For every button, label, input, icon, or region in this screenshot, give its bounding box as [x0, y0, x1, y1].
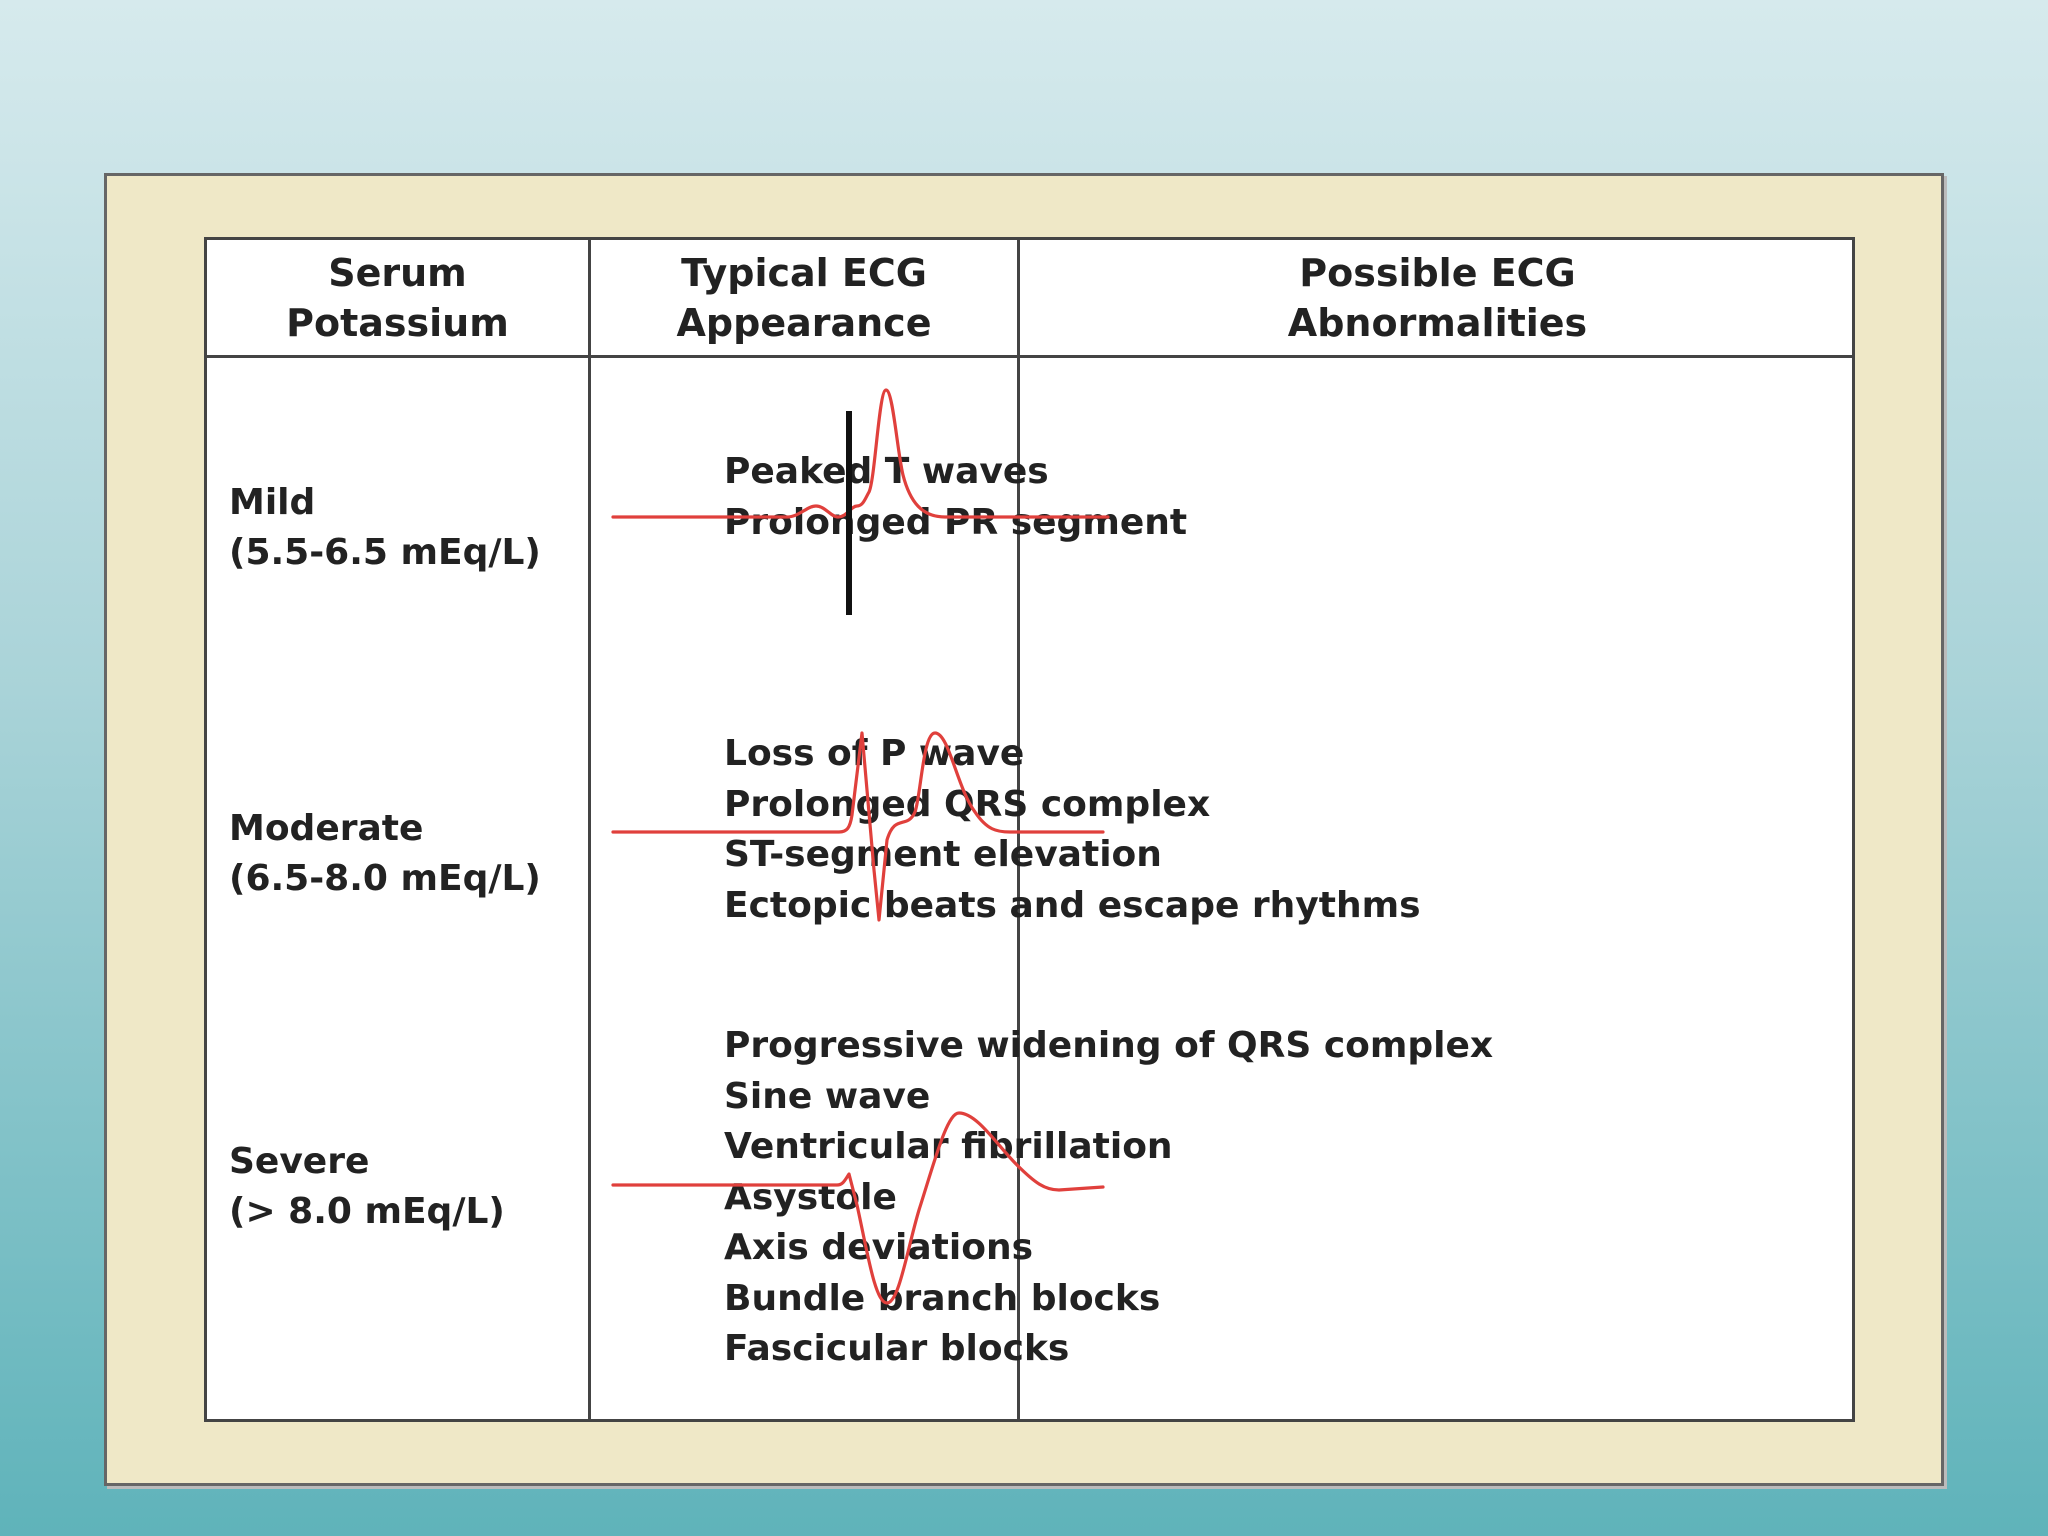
abnormality-item: Ventricular fibrillation: [724, 1126, 1173, 1167]
header-line: Potassium: [286, 300, 509, 345]
severity-level: Moderate: [229, 808, 424, 849]
header-line: Abnormalities: [1287, 300, 1588, 345]
header-line: Appearance: [676, 300, 932, 345]
abnormality-item: Prolonged QRS complex: [724, 783, 1211, 825]
abnormality-item: ST-segment elevation: [724, 834, 1162, 875]
ecg-mild-trace: [613, 390, 1108, 517]
abnormality-item: Prolonged PR segment: [724, 501, 1188, 543]
abnormality-item: Loss of P wave: [724, 733, 1025, 774]
potassium-range: (6.5-8.0 mEq/L): [229, 858, 541, 899]
ecg-moderate-trace: [613, 733, 1103, 920]
abnormality-item: Fascicular blocks: [724, 1328, 1070, 1369]
figure-panel: [104, 173, 1944, 1486]
hyperkalemia-ecg-table: [204, 237, 1855, 1422]
severity-level: Severe: [229, 1141, 370, 1182]
potassium-range: (> 8.0 mEq/L): [229, 1191, 505, 1232]
ecg-severe-trace: [613, 1113, 1103, 1303]
abnormality-item: Peaked T waves: [724, 451, 1049, 492]
abnormality-item: Sine wave: [724, 1075, 931, 1117]
header-line: Serum: [328, 250, 467, 295]
abnormality-item: Bundle branch blocks: [724, 1277, 1161, 1319]
abnormality-item: Ectopic beats and escape rhythms: [724, 884, 1421, 926]
abnormality-item: Asystole: [724, 1176, 897, 1218]
severity-level: Mild: [229, 482, 316, 523]
potassium-range: (5.5-6.5 mEq/L): [229, 532, 541, 573]
header-line: Typical ECG: [681, 250, 927, 295]
abnormality-item: Axis deviations: [724, 1227, 1034, 1268]
ecg-traces: [207, 240, 1852, 1419]
header-line: Possible ECG: [1299, 250, 1576, 295]
abnormality-item: Progressive widening of QRS complex: [724, 1025, 1494, 1066]
